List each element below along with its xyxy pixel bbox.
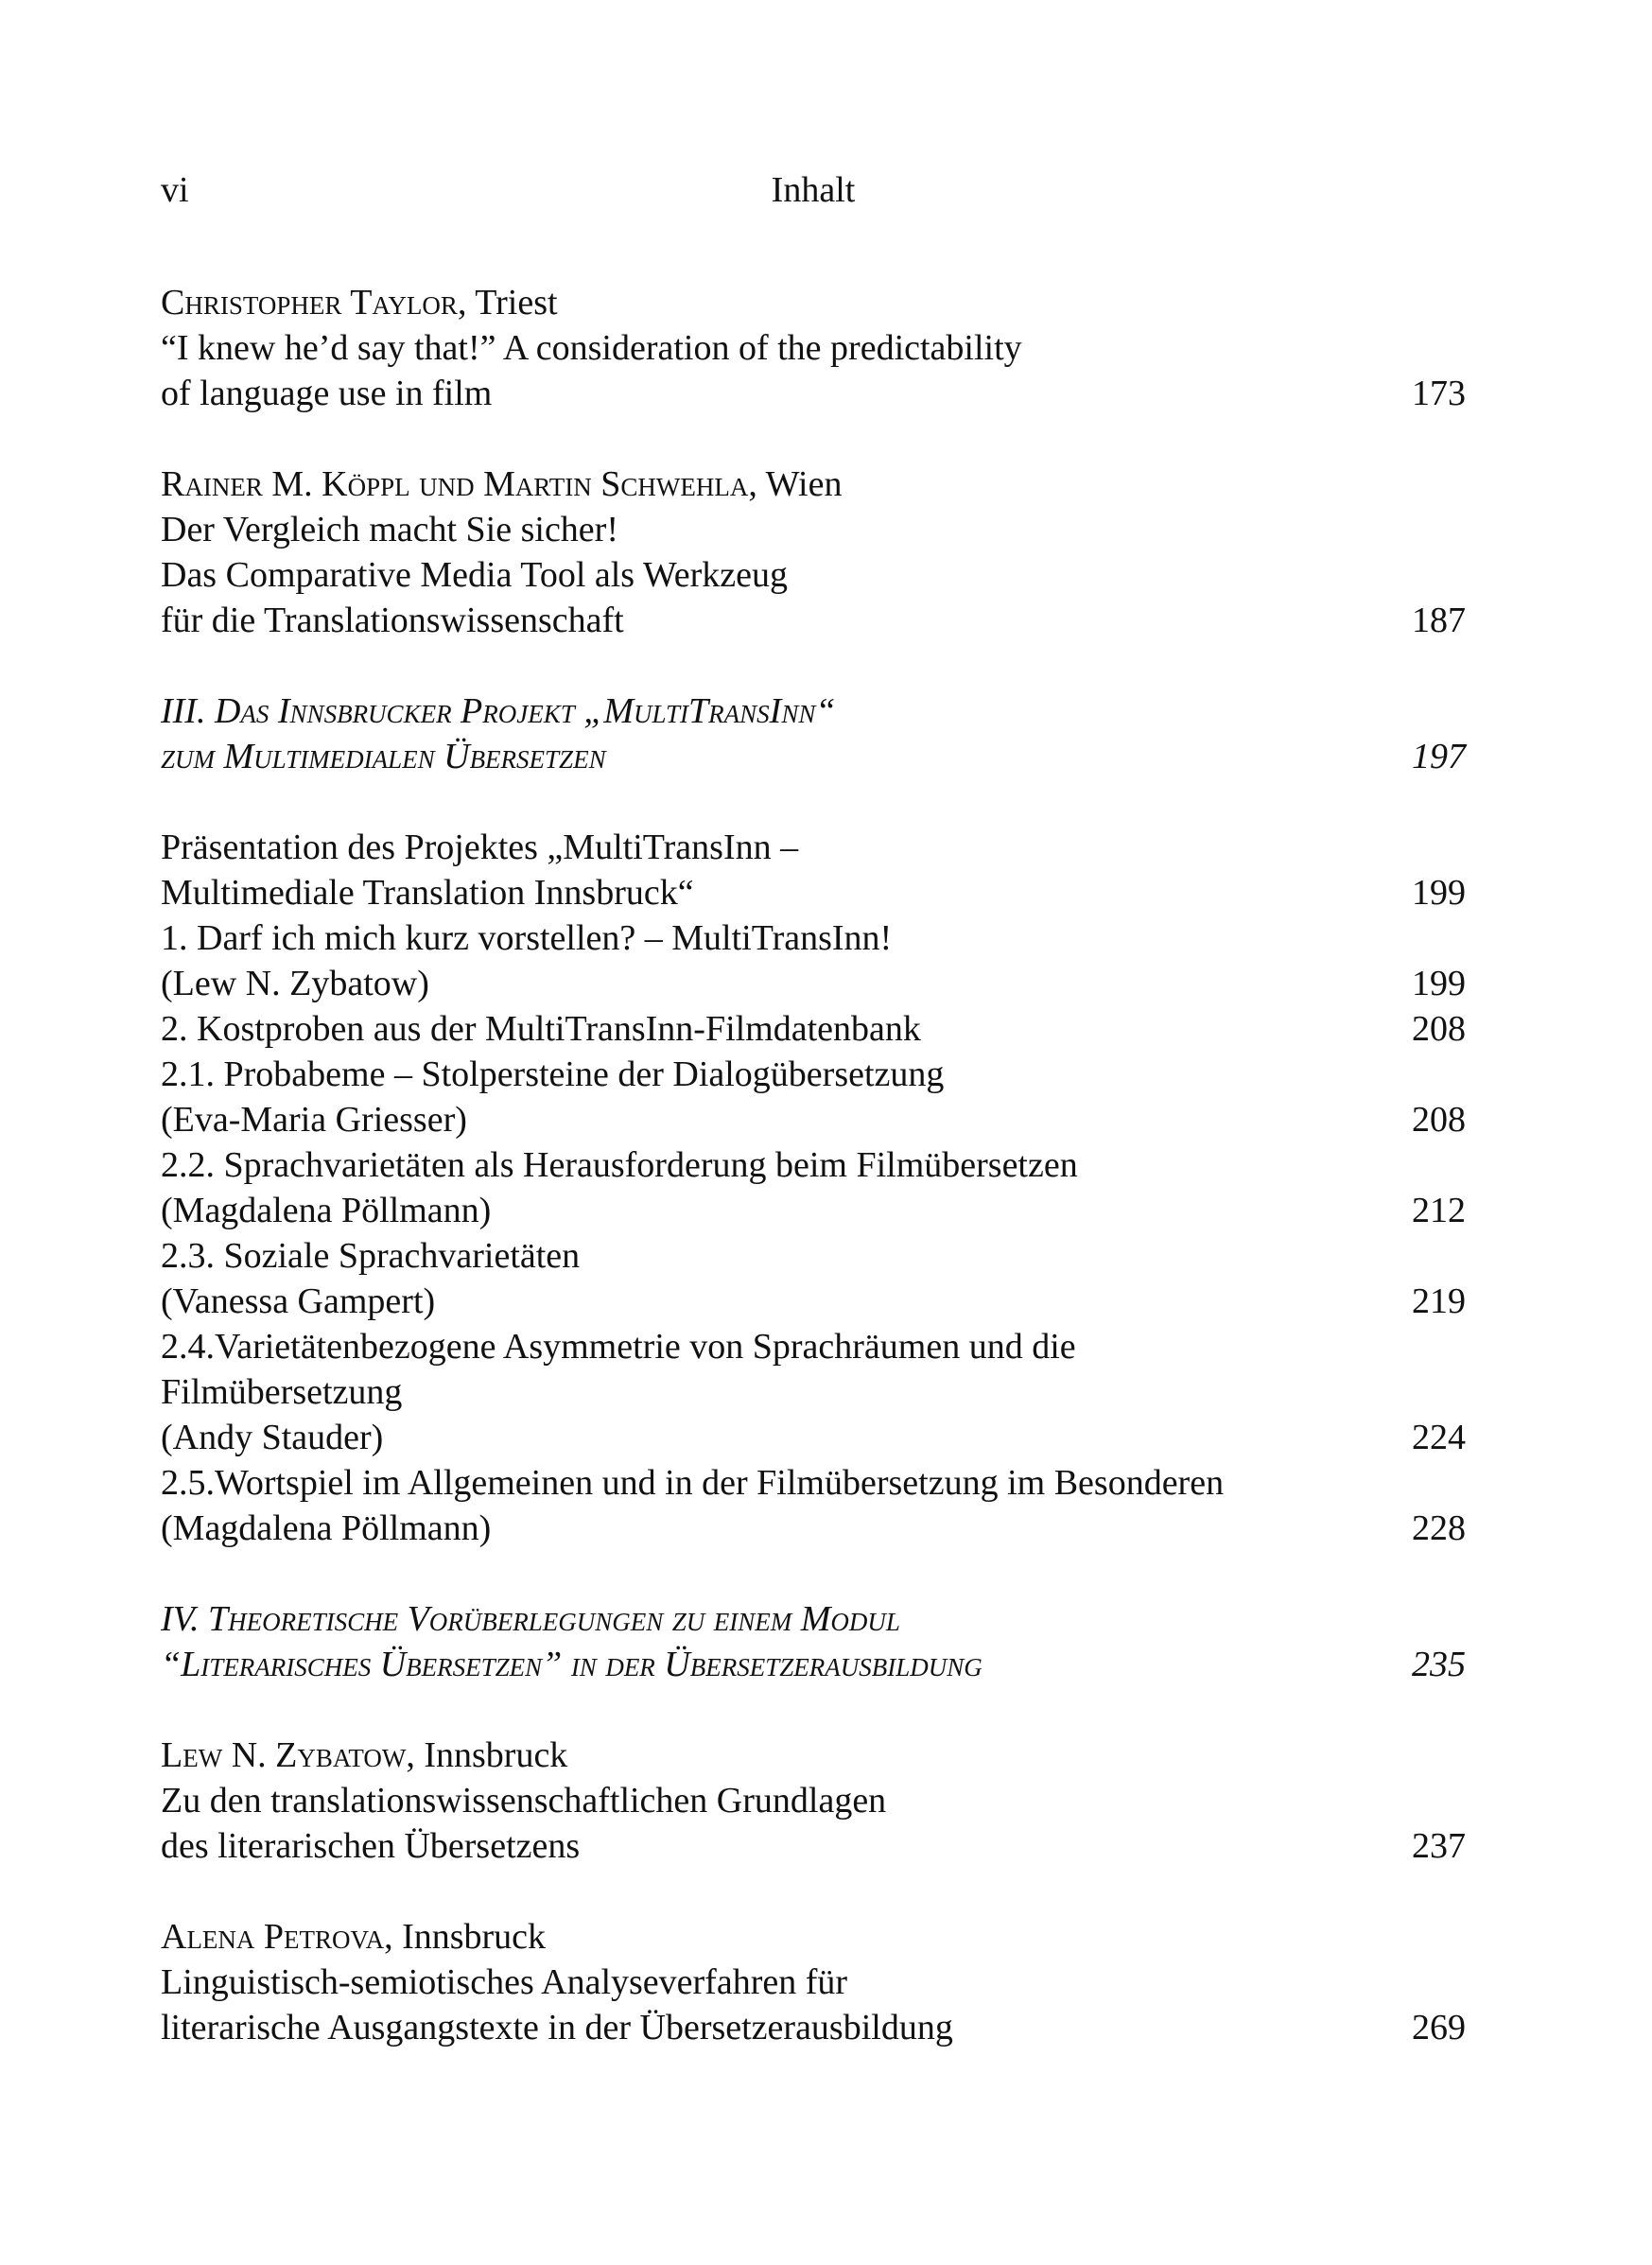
toc-entry [161, 462, 1466, 643]
toc-author-line [161, 1914, 1466, 1960]
toc-line-text: (Lew N. Zybatow) [161, 964, 429, 1003]
running-head: Inhalt [771, 170, 856, 210]
toc-author: Alena Petrova [161, 1917, 385, 1957]
toc-author-place: , Innsbruck [406, 1735, 568, 1775]
toc-line [161, 1778, 1466, 1823]
toc-line [161, 507, 1466, 552]
toc-page-number: 235 [1412, 1645, 1466, 1684]
toc-line-text: (Andy Stauder) [161, 1418, 384, 1457]
toc-author: Lew N. Zybatow [161, 1735, 407, 1775]
toc-line-text: 2. Kostproben aus der MultiTransInn-Filmdatenbank [161, 1009, 921, 1049]
toc-project-list [161, 825, 1466, 1551]
toc-line-text: III. Das Innsbrucker Projekt „MultiTransInn“ [161, 691, 836, 731]
toc-line [161, 325, 1466, 371]
toc-section-heading [161, 688, 1466, 779]
toc-line [161, 1596, 1466, 1642]
toc-line-text: “Literarisches Übersetzen” in der Übersetzerausbildung [161, 1645, 983, 1684]
toc-line [161, 1052, 1466, 1097]
toc-line [161, 552, 1466, 598]
toc-page-number: 187 [1412, 601, 1466, 640]
toc-line-text: des literarischen Übersetzens [161, 1826, 581, 1866]
toc-line [161, 1324, 1466, 1369]
table-of-contents [161, 280, 1466, 2096]
toc-line [161, 1415, 1466, 1460]
toc-line [161, 1506, 1466, 1551]
toc-line-text: Präsentation des Projektes „MultiTransInn – [161, 828, 799, 867]
toc-line [161, 734, 1466, 779]
toc-line-text: 2.5.Wortspiel im Allgemeinen und in der Filmübersetzung im Besonderen [161, 1463, 1225, 1503]
toc-section-heading [161, 1596, 1466, 1687]
toc-line [161, 1960, 1466, 2005]
toc-line-text: (Magdalena Pöllmann) [161, 1508, 492, 1548]
toc-line [161, 961, 1466, 1006]
toc-line-text: of language use in film [161, 374, 493, 413]
toc-line [161, 2005, 1466, 2050]
toc-page-number: 197 [1412, 737, 1466, 776]
toc-line [161, 688, 1466, 734]
toc-entry [161, 280, 1466, 416]
toc-page-number: 269 [1412, 2008, 1466, 2047]
toc-author-place: , Innsbruck [384, 1917, 547, 1957]
page-number: vi [161, 170, 189, 210]
toc-line-text: 2.3. Soziale Sprachvarietäten [161, 1236, 581, 1276]
toc-author: Rainer M. Köppl und Martin Schwehla [161, 464, 749, 504]
toc-page-number: 199 [1412, 964, 1466, 1003]
toc-author-place: , Triest [457, 283, 558, 322]
toc-page-number: 224 [1412, 1418, 1466, 1457]
toc-line [161, 1188, 1466, 1233]
toc-line-text: 2.2. Sprachvarietäten als Herausforderung beim Filmübersetzen [161, 1145, 1078, 1185]
toc-author-line [161, 1733, 1466, 1778]
toc-author-line [161, 280, 1466, 325]
toc-line [161, 1642, 1466, 1687]
toc-line-text: Multimediale Translation Innsbruck“ [161, 873, 694, 913]
toc-line-text: 2.1. Probabeme – Stolpersteine der Dialogübersetzung [161, 1054, 945, 1094]
toc-page-number: 219 [1412, 1281, 1466, 1321]
toc-page-number: 212 [1412, 1191, 1466, 1230]
toc-page-number: 173 [1412, 374, 1466, 413]
toc-line-text: (Vanessa Gampert) [161, 1281, 436, 1321]
page-header [161, 167, 1466, 215]
toc-page-number: 199 [1412, 873, 1466, 913]
toc-line [161, 1006, 1466, 1052]
toc-line [161, 1369, 1466, 1415]
toc-author-place: , Wien [748, 464, 843, 504]
toc-line [161, 915, 1466, 961]
toc-line [161, 1142, 1466, 1188]
toc-line-text: IV. Theoretische Vorüberlegungen zu einem Modul [161, 1599, 900, 1639]
toc-line-text: Der Vergleich macht Sie sicher! [161, 510, 618, 549]
toc-line-text: Filmübersetzung [161, 1372, 403, 1412]
toc-line [161, 1279, 1466, 1324]
toc-line [161, 371, 1466, 416]
toc-line-text: Das Comparative Media Tool als Werkzeug [161, 555, 788, 595]
toc-page-number: 208 [1412, 1009, 1466, 1049]
toc-line-text: für die Translationswissenschaft [161, 601, 624, 640]
toc-page-number: 237 [1412, 1826, 1466, 1866]
toc-entry [161, 1733, 1466, 1869]
toc-line [161, 825, 1466, 870]
toc-entry [161, 1914, 1466, 2050]
toc-page-number: 208 [1412, 1100, 1466, 1140]
toc-line [161, 1233, 1466, 1279]
toc-line-text: literarische Ausgangstexte in der Übersetzerausbildung [161, 2008, 953, 2047]
toc-line-text: “I knew he’d say that!” A consideration of the predictability [161, 328, 1022, 368]
toc-line [161, 1097, 1466, 1142]
toc-line-text: (Eva-Maria Griesser) [161, 1100, 467, 1140]
toc-line-text: Zu den translationswissenschaftlichen Grundlagen [161, 1781, 887, 1821]
toc-line [161, 1460, 1466, 1506]
toc-author: Christopher Taylor [161, 283, 458, 322]
toc-line-text: 1. Darf ich mich kurz vorstellen? – MultiTransInn! [161, 918, 893, 958]
toc-author-line [161, 462, 1466, 507]
toc-page-number: 228 [1412, 1508, 1466, 1548]
toc-line-text: (Magdalena Pöllmann) [161, 1191, 492, 1230]
toc-line-text: Linguistisch-semiotisches Analyseverfahren für [161, 1962, 848, 2002]
toc-line-text: 2.4.Varietätenbezogene Asymmetrie von Sprachräumen und die [161, 1327, 1076, 1367]
toc-line-text: zum Multimedialen Übersetzen [161, 737, 606, 776]
toc-line [161, 870, 1466, 915]
toc-line [161, 1823, 1466, 1869]
toc-line [161, 598, 1466, 643]
